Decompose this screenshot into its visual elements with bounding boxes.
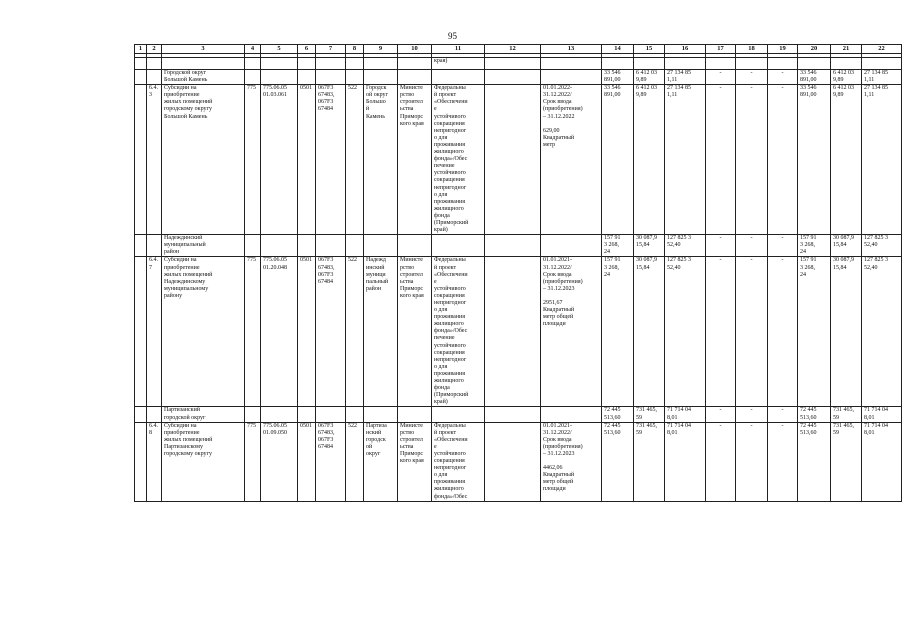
table-cell-col-16: 27 134 85 1,11 [665,85,706,235]
table-cell-col-6: 0501 [298,422,316,501]
table-cell-col-9 [364,70,398,85]
table-cell-col-20 [798,58,831,70]
table-cell-col-2 [147,58,162,70]
table-cell-col-11: Федеральны й проект «Обеспечени е устойчивого сокращения непригодног о для проживания жилищного фонда»/Обес печение устойчивого сокращения непригодног о для проживания жилищного фонда (Приморский край) [432,257,485,407]
column-header-14: 14 [602,45,634,54]
column-header-17: 17 [706,45,736,54]
table-cell-col-5: 775.06.05 01.09.050 [261,422,298,501]
table-cell-col-11 [432,70,485,85]
table-cell-col-21: 30 087,9 15,84 [831,257,862,407]
table-cell-col-22: 127 825 3 52,40 [862,235,902,257]
table-cell-col-8: 522 [346,257,364,407]
table-cell-col-5 [261,235,298,257]
table-cell-col-6 [298,407,316,422]
table-cell-col-1 [135,422,147,501]
table-cell-col-22: 127 825 3 52,40 [862,257,902,407]
table-cell-col-4: 775 [245,85,261,235]
table-cell-col-11 [432,407,485,422]
table-cell-col-8 [346,407,364,422]
table-cell-col-2: 6.4. 3 [147,85,162,235]
table-cell-col-7 [316,235,346,257]
table-cell-col-3: Субсидии на приобретение жилых помещений городскому округу Большой Камень [162,85,245,235]
table-cell-col-15: 6 412 03 9,89 [634,70,665,85]
table-cell-col-10: Министе рство строител ьства Приморс кого края [398,257,432,407]
table-cell-col-5 [261,407,298,422]
table-cell-col-8 [346,58,364,70]
table-cell-col-22: 71 714 04 8,01 [862,422,902,501]
column-header-13: 13 [541,45,602,54]
table-cell-col-12 [485,235,541,257]
table-cell-col-15: 731 465, 59 [634,407,665,422]
page-number: 95 [448,31,457,41]
table-cell-col-7: 067F3 67483, 067F3 67484 [316,257,346,407]
table-row-subtotal [135,407,902,422]
table-cell-col-1 [135,70,147,85]
column-header-5: 5 [261,45,298,54]
table-cell-col-13: 01.01.2021- 31.12.2022/ Срок ввода (приобретения) – 31.12.2023 2951,67 Квадратный метр общей площади [541,257,602,407]
table-cell-col-17: - [706,422,736,501]
table-row-subtotal [135,235,902,257]
table-cell-col-6: 0501 [298,85,316,235]
table-cell-col-12 [485,85,541,235]
column-header-7: 7 [316,45,346,54]
table-cell-col-15 [634,58,665,70]
table-cell-col-8: 522 [346,422,364,501]
table-row-continuation [135,58,902,70]
table-cell-col-6 [298,235,316,257]
table-cell-col-20: 157 91 3 268, 24 [798,257,831,407]
table-cell-col-22: 71 714 04 8,01 [862,407,902,422]
table-cell-col-16: 71 714 04 8,01 [665,422,706,501]
table-cell-col-9: Партиза нский городск ой округ [364,422,398,501]
table-cell-col-1 [135,235,147,257]
table-cell-col-14: 33 546 891,00 [602,70,634,85]
column-header-2: 2 [147,45,162,54]
table-cell-col-7 [316,70,346,85]
table-cell-col-18: - [736,407,768,422]
column-header-11: 11 [432,45,485,54]
table-cell-col-13 [541,58,602,70]
table-cell-col-18: - [736,85,768,235]
table-cell-col-16 [665,58,706,70]
table-cell-col-3: Субсидии на приобретение жилых помещений Партизанскому городскому округу [162,422,245,501]
table-cell-col-15: 731 465, 59 [634,422,665,501]
table-cell-col-17: - [706,407,736,422]
table-cell-col-6: 0501 [298,257,316,407]
table-cell-col-10 [398,58,432,70]
table-cell-col-14: 33 546 891,00 [602,85,634,235]
table-header [135,45,902,54]
table-cell-col-17: - [706,85,736,235]
table-cell-col-13 [541,407,602,422]
column-header-16: 16 [665,45,706,54]
table-cell-col-9: Надежд инский муници пальный район [364,257,398,407]
table-cell-col-19: - [768,85,798,235]
budget-table [134,44,902,502]
column-header-1: 1 [135,45,147,54]
table-cell-col-19 [768,58,798,70]
table-cell-col-6 [298,70,316,85]
table-cell-col-7: 067F3 67483, 067F3 67484 [316,85,346,235]
table-cell-col-4 [245,58,261,70]
table-cell-col-4 [245,407,261,422]
table-cell-col-18: - [736,422,768,501]
column-header-9: 9 [364,45,398,54]
table-cell-col-7 [316,58,346,70]
table-cell-col-1 [135,58,147,70]
table-cell-col-22: 27 134 85 1,11 [862,85,902,235]
table-cell-col-1 [135,257,147,407]
table-cell-col-9 [364,58,398,70]
table-row-item [135,422,902,501]
table-cell-col-2 [147,407,162,422]
table-cell-col-9: Городск ой округ Большо й Камень [364,85,398,235]
table-cell-col-21: 6 412 03 9,89 [831,70,862,85]
table-cell-col-15: 30 087,9 15,84 [634,257,665,407]
table-cell-col-17: - [706,235,736,257]
table-cell-col-18: - [736,70,768,85]
table-cell-col-14: 157 91 3 268, 24 [602,235,634,257]
table-cell-col-5: 775.06.05 01.03.061 [261,85,298,235]
table-cell-col-17: - [706,70,736,85]
table-cell-col-13 [541,235,602,257]
table-cell-col-12 [485,58,541,70]
column-header-22: 22 [862,45,902,54]
table-cell-col-10 [398,70,432,85]
table-cell-col-3 [162,58,245,70]
table-row-subtotal [135,70,902,85]
table-cell-col-16: 127 825 3 52,40 [665,257,706,407]
table-cell-col-11: Федеральны й проект «Обеспечени е устойчивого сокращения непригодног о для проживания жилищного фонда»/Обес печение устойчивого сокращения непригодног о для проживания жилищного фонда (Приморский край) [432,85,485,235]
table-cell-col-12 [485,407,541,422]
column-header-19: 19 [768,45,798,54]
column-header-3: 3 [162,45,245,54]
table-cell-col-5 [261,58,298,70]
column-header-12: 12 [485,45,541,54]
table-cell-col-12 [485,422,541,501]
table-cell-col-3: Субсидии на приобретение жилых помещений Надеждинскому муниципальному району [162,257,245,407]
table-cell-col-14 [602,58,634,70]
table-cell-col-19: - [768,70,798,85]
table-cell-col-20: 72 445 513,60 [798,422,831,501]
table-cell-col-21: 731 465, 59 [831,422,862,501]
table-cell-col-16: 71 714 04 8,01 [665,407,706,422]
table-cell-col-21 [831,58,862,70]
table-cell-col-1 [135,85,147,235]
table-cell-col-3: Городской округ Большой Камень [162,70,245,85]
table-row-item [135,257,902,407]
table-cell-col-10 [398,235,432,257]
table-cell-col-22: 27 134 85 1,11 [862,70,902,85]
table-cell-col-2 [147,70,162,85]
table-cell-col-10: Министе рство строител ьства Приморс кого края [398,85,432,235]
table-cell-col-11: Федеральны й проект «Обеспечени е устойчивого сокращения непригодног о для проживания жилищного фонда»/Обес [432,422,485,501]
table-cell-col-20: 157 91 3 268, 24 [798,235,831,257]
table-cell-col-16: 127 825 3 52,40 [665,235,706,257]
table-cell-col-21: 30 087,9 15,84 [831,235,862,257]
table-cell-col-14: 72 445 513,60 [602,422,634,501]
table-cell-col-8 [346,235,364,257]
table-cell-col-18: - [736,235,768,257]
table-cell-col-3: Надеждинский муниципальный район [162,235,245,257]
table-cell-col-6 [298,58,316,70]
table-cell-col-17: - [706,257,736,407]
table-cell-col-21: 731 465, 59 [831,407,862,422]
table-cell-col-11 [432,235,485,257]
table-cell-col-19: - [768,257,798,407]
table-body [135,54,902,502]
table-cell-col-9 [364,407,398,422]
table-cell-col-22 [862,58,902,70]
table-cell-col-4: 775 [245,422,261,501]
table-cell-col-14: 157 91 3 268, 24 [602,257,634,407]
table-cell-col-12 [485,257,541,407]
column-header-20: 20 [798,45,831,54]
column-header-8: 8 [346,45,364,54]
header-row [135,45,902,54]
table-cell-col-2 [147,235,162,257]
table-cell-col-21: 6 412 03 9,89 [831,85,862,235]
table-cell-col-5 [261,70,298,85]
table-cell-col-20: 33 546 891,00 [798,85,831,235]
table-cell-col-8 [346,70,364,85]
table-cell-col-10: Министе рство строител ьства Приморс кого края [398,422,432,501]
table-cell-col-7: 067F3 67483, 067F3 67484 [316,422,346,501]
table-cell-col-16: 27 134 85 1,11 [665,70,706,85]
column-header-10: 10 [398,45,432,54]
table-cell-col-11: края) [432,58,485,70]
table-cell-col-19: - [768,422,798,501]
table-cell-col-17 [706,58,736,70]
table-cell-col-1 [135,407,147,422]
table-cell-col-2: 6.4. 8 [147,422,162,501]
table-row-item [135,85,902,235]
column-header-6: 6 [298,45,316,54]
table-cell-col-7 [316,407,346,422]
table-cell-col-19: - [768,235,798,257]
column-header-21: 21 [831,45,862,54]
table-cell-col-3: Партизанский городской округ [162,407,245,422]
table-cell-col-4: 775 [245,257,261,407]
table-cell-col-5: 775.06.05 01.20.048 [261,257,298,407]
table-cell-col-15: 6 412 03 9,89 [634,85,665,235]
table-cell-col-4 [245,70,261,85]
table-cell-col-12 [485,70,541,85]
column-header-15: 15 [634,45,665,54]
table-cell-col-13 [541,70,602,85]
table-cell-col-13: 01.01.2022- 31.12.2022/ Срок ввода (приобретения) – 31.12.2022 629,00 Квадратный метр [541,85,602,235]
table-cell-col-14: 72 445 513,60 [602,407,634,422]
table-cell-col-18 [736,58,768,70]
table-cell-col-2: 6.4. 7 [147,257,162,407]
column-header-18: 18 [736,45,768,54]
table-cell-col-19: - [768,407,798,422]
table-cell-col-18: - [736,257,768,407]
table-cell-col-20: 72 445 513,60 [798,407,831,422]
table-cell-col-15: 30 087,9 15,84 [634,235,665,257]
table-cell-col-8: 522 [346,85,364,235]
table-cell-col-20: 33 546 891,00 [798,70,831,85]
table-cell-col-13: 01.01.2021- 31.12.2022/ Срок ввода (приобретения) – 31.12.2023 4462,06 Квадратный метр общей площади [541,422,602,501]
column-header-4: 4 [245,45,261,54]
table-cell-col-4 [245,235,261,257]
table-cell-col-10 [398,407,432,422]
table-cell-col-9 [364,235,398,257]
